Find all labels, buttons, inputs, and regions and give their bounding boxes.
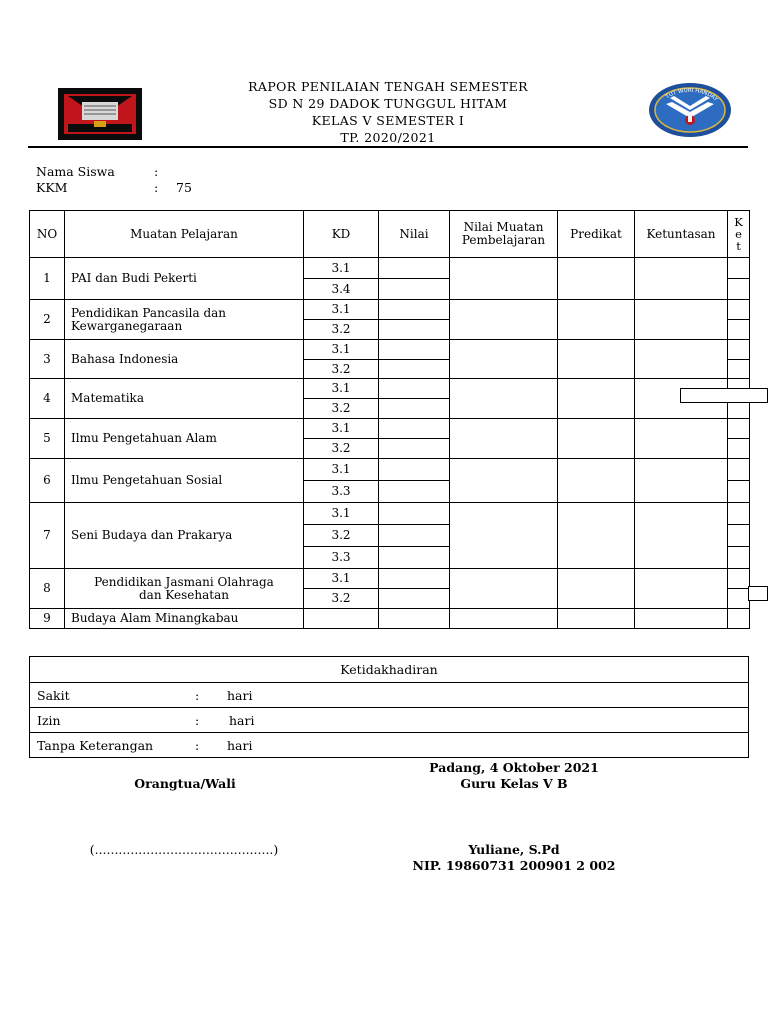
kd-cell (304, 609, 379, 629)
parent-role: Orangtua/Wali (134, 776, 236, 791)
ket-cell[interactable] (728, 547, 750, 569)
predikat-cell[interactable] (558, 379, 635, 419)
nilai-cell[interactable] (379, 609, 450, 629)
nilai-cell[interactable] (379, 279, 450, 300)
nilai-cell[interactable] (379, 419, 450, 439)
ket-cell[interactable] (728, 320, 750, 340)
ket-cell[interactable] (728, 360, 750, 379)
subject-name-line1: Ilmu Pengetahuan Alam (71, 431, 217, 445)
nilai-cell[interactable] (379, 481, 450, 503)
subject-name-line1: Matematika (71, 391, 144, 405)
table-row (30, 609, 750, 629)
kd-cell: 3.2 (304, 525, 379, 547)
predikat-cell[interactable] (558, 340, 635, 379)
subject-no: 2 (30, 300, 65, 340)
ket-cell[interactable] (728, 525, 750, 547)
ket-cell[interactable] (728, 609, 750, 629)
kkm-row (36, 180, 192, 195)
col-header-ket-t: t (736, 239, 741, 253)
school-name: SD N 29 DADOK TUNGGUL HITAM (268, 96, 508, 111)
subject-no: 9 (30, 609, 65, 629)
subject-no: 8 (30, 569, 65, 609)
ket-cell[interactable] (728, 279, 750, 300)
stray-text-box (680, 388, 768, 403)
teacher-nip: NIP. 19860731 200901 2 002 (412, 858, 616, 873)
predikat-cell[interactable] (558, 609, 635, 629)
col-header-ket (728, 211, 750, 258)
subject-name (65, 419, 304, 459)
ketuntasan-cell[interactable] (635, 300, 728, 340)
subject-name-line2: Kewarganegaraan (71, 318, 183, 333)
student-name-label: Nama Siswa (36, 164, 115, 179)
ketuntasan-cell[interactable] (635, 459, 728, 503)
kkm-value: 75 (176, 180, 192, 195)
predikat-cell[interactable] (558, 258, 635, 300)
report-title-block (140, 78, 636, 146)
ketuntasan-cell[interactable] (635, 503, 728, 569)
nilai-cell[interactable] (379, 459, 450, 481)
predikat-cell[interactable] (558, 419, 635, 459)
ketuntasan-cell[interactable] (635, 609, 728, 629)
attendance-row (30, 708, 749, 733)
ket-cell[interactable] (728, 569, 750, 589)
place-date: Padang, 4 Oktober 2021 (429, 760, 599, 775)
subject-name (65, 300, 304, 340)
grades-table (29, 210, 750, 629)
col-header-nilai-muatan-line2: Pembelajaran (461, 233, 546, 247)
kd-cell: 3.1 (304, 340, 379, 360)
nilai-cell[interactable] (379, 300, 450, 320)
col-header-nilai-muatan (450, 211, 558, 258)
attendance-header-row (30, 657, 749, 683)
nilai-muatan-cell[interactable] (450, 609, 558, 629)
kd-cell: 3.2 (304, 320, 379, 340)
logo-motto: TUT WURI HANDAY (664, 87, 719, 103)
nilai-muatan-cell[interactable] (450, 340, 558, 379)
ket-cell[interactable] (728, 481, 750, 503)
table-row (30, 379, 750, 399)
attendance-unit: hari (229, 712, 255, 728)
teacher-name: Yuliane, S.Pd (468, 842, 560, 857)
student-name-colon: : (154, 164, 159, 179)
nilai-cell[interactable] (379, 320, 450, 340)
nilai-cell[interactable] (379, 360, 450, 379)
attendance-unit: hari (227, 737, 253, 753)
predikat-cell[interactable] (558, 300, 635, 340)
nilai-muatan-cell[interactable] (450, 503, 558, 569)
nilai-muatan-cell[interactable] (450, 300, 558, 340)
kd-cell: 3.1 (304, 503, 379, 525)
col-header-ketuntasan: Ketuntasan (635, 211, 728, 258)
ketuntasan-cell[interactable] (635, 419, 728, 459)
kd-cell: 3.1 (304, 379, 379, 399)
subject-name (65, 503, 304, 569)
subject-name-line1: Ilmu Pengetahuan Sosial (71, 473, 223, 487)
nilai-muatan-cell[interactable] (450, 379, 558, 419)
predikat-cell[interactable] (558, 459, 635, 503)
col-header-nilai: Nilai (379, 211, 450, 258)
kd-cell: 3.2 (304, 439, 379, 459)
attendance-title: Ketidakhadiran (30, 657, 749, 683)
subject-name (65, 258, 304, 300)
nilai-cell[interactable] (379, 569, 450, 589)
attendance-label: Tanpa Keterangan (37, 737, 154, 753)
subject-name-line1: Seni Budaya dan Prakarya (71, 528, 233, 542)
kd-cell: 3.1 (304, 569, 379, 589)
col-header-nilai-muatan-line1: Nilai Muatan (463, 220, 544, 234)
col-header-predikat: Predikat (558, 211, 635, 258)
kd-cell: 3.1 (304, 459, 379, 481)
attendance-unit: hari (227, 687, 253, 703)
table-row (30, 258, 750, 279)
attendance-colon: : (195, 737, 200, 753)
class-semester: KELAS V SEMESTER I (311, 113, 465, 128)
kkm-label: KKM (36, 180, 68, 195)
col-header-ket-e: e (735, 227, 742, 241)
kd-cell: 3.1 (304, 419, 379, 439)
subject-no: 3 (30, 340, 65, 379)
ket-cell[interactable] (728, 589, 750, 609)
ket-cell[interactable] (728, 503, 750, 525)
kd-cell: 3.4 (304, 279, 379, 300)
nilai-cell[interactable] (379, 503, 450, 525)
subject-name-line2: dan Kesehatan (139, 587, 229, 602)
col-header-no: NO (30, 211, 65, 258)
attendance-colon: : (195, 712, 200, 728)
subject-no: 5 (30, 419, 65, 459)
ket-cell[interactable] (728, 459, 750, 481)
ket-cell[interactable] (728, 419, 750, 439)
tut-wuri-handayani-logo (648, 82, 732, 138)
nilai-muatan-cell[interactable] (450, 459, 558, 503)
subject-name-line1: Pendidikan Jasmani Olahraga (94, 574, 274, 589)
subject-name-line1: PAI dan Budi Pekerti (71, 271, 197, 285)
parent-signature-blank: (.............................................) (89, 842, 279, 857)
attendance-row (30, 733, 749, 758)
col-header-subject: Muatan Pelajaran (65, 211, 304, 258)
subject-name (65, 340, 304, 379)
header-rule (28, 146, 748, 148)
nilai-cell[interactable] (379, 379, 450, 399)
nilai-cell[interactable] (379, 547, 450, 569)
nilai-cell[interactable] (379, 589, 450, 609)
kd-cell: 3.3 (304, 547, 379, 569)
subject-name-line1: Budaya Alam Minangkabau (71, 611, 239, 625)
predikat-cell[interactable] (558, 503, 635, 569)
subject-name (65, 609, 304, 629)
ketuntasan-cell[interactable] (635, 340, 728, 379)
kd-cell: 3.3 (304, 481, 379, 503)
subject-no: 6 (30, 459, 65, 503)
school-logo-left (58, 88, 142, 140)
attendance-table (29, 656, 749, 758)
kd-cell: 3.2 (304, 399, 379, 419)
nilai-cell[interactable] (379, 399, 450, 419)
table-row (30, 300, 750, 320)
table-header-row (30, 211, 750, 258)
ket-cell[interactable] (728, 258, 750, 279)
ketuntasan-cell[interactable] (635, 569, 728, 609)
table-row (30, 459, 750, 481)
ket-cell[interactable] (728, 340, 750, 360)
report-title: RAPOR PENILAIAN TENGAH SEMESTER (248, 79, 528, 94)
student-name-row (36, 164, 176, 179)
subject-no: 4 (30, 379, 65, 419)
attendance-colon: : (195, 687, 200, 703)
nilai-cell[interactable] (379, 340, 450, 360)
subject-name (65, 379, 304, 419)
nilai-muatan-cell[interactable] (450, 258, 558, 300)
attendance-row (30, 683, 749, 708)
subject-no: 1 (30, 258, 65, 300)
kd-cell: 3.1 (304, 300, 379, 320)
nilai-cell[interactable] (379, 258, 450, 279)
subject-no: 7 (30, 503, 65, 569)
predikat-cell[interactable] (558, 569, 635, 609)
attendance-label: Sakit (37, 687, 70, 703)
nilai-muatan-cell[interactable] (450, 569, 558, 609)
kd-cell: 3.1 (304, 258, 379, 279)
kkm-colon: : (154, 180, 159, 195)
subject-name (65, 569, 304, 609)
nilai-cell[interactable] (379, 439, 450, 459)
col-header-ket-k: K (734, 215, 743, 229)
ketuntasan-cell[interactable] (635, 258, 728, 300)
table-row (30, 569, 750, 589)
stray-text-box (748, 586, 768, 601)
school-year: TP. 2020/2021 (340, 130, 436, 145)
attendance-label: Izin (37, 712, 61, 728)
table-row (30, 419, 750, 439)
teacher-role: Guru Kelas V B (460, 776, 568, 791)
ket-cell[interactable] (728, 439, 750, 459)
kd-cell: 3.2 (304, 360, 379, 379)
table-row (30, 503, 750, 525)
subject-name-line1: Bahasa Indonesia (71, 351, 179, 366)
kd-cell: 3.2 (304, 589, 379, 609)
table-row (30, 340, 750, 360)
subject-name (65, 459, 304, 503)
subject-name-line1: Pendidikan Pancasila dan (71, 305, 227, 320)
ket-cell[interactable] (728, 300, 750, 320)
nilai-cell[interactable] (379, 525, 450, 547)
col-header-kd: KD (304, 211, 379, 258)
nilai-muatan-cell[interactable] (450, 419, 558, 459)
